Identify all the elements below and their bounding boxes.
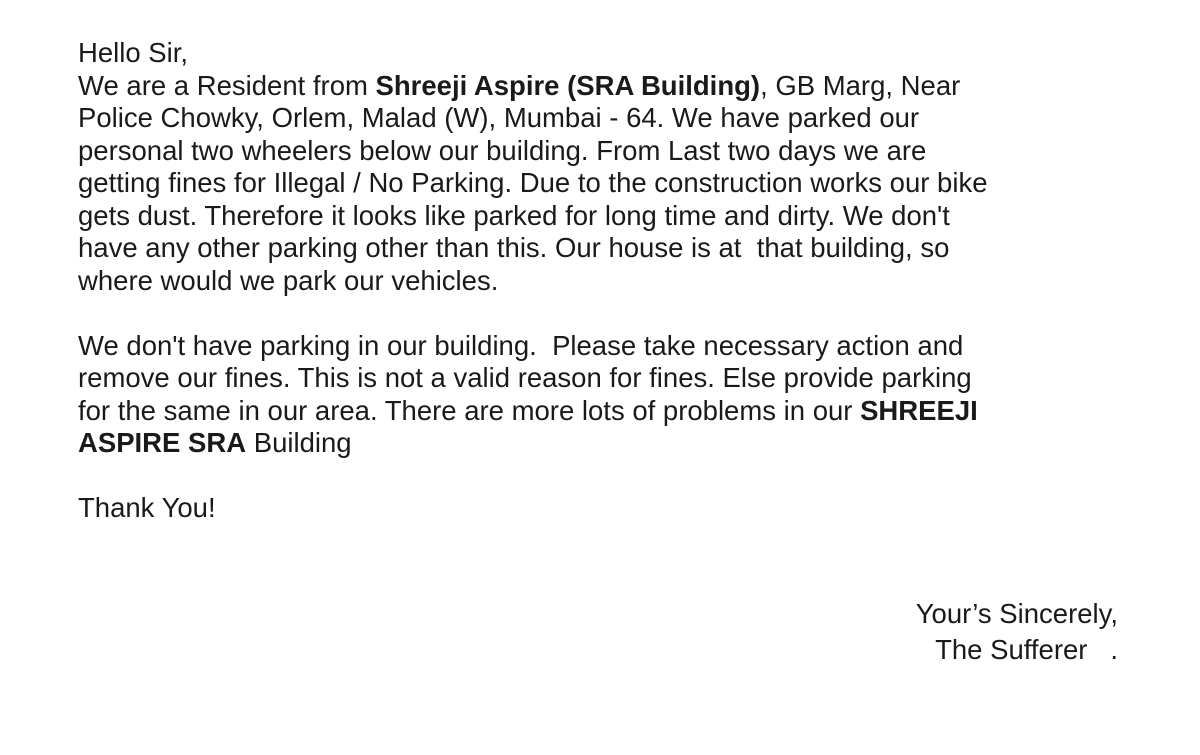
signature-name: The Sufferer . — [935, 634, 1118, 665]
para1-line-4: getting fines for Illegal / No Parking. Due to the construction works our bike — [78, 167, 988, 198]
para2-line-4-post: Building — [246, 427, 352, 458]
signature-sincerely: Your’s Sincerely, — [915, 598, 1118, 629]
closing-thanks: Thank You! — [78, 492, 216, 523]
para1-line-1-post: , GB Marg, Near — [760, 69, 961, 101]
para1-line-2: Police Chowky, Orlem, Malad (W), Mumbai - 64. We have parked our — [78, 102, 920, 133]
para1-line-7: where would we park our vehicles. — [78, 264, 499, 296]
para1-line-6: have any other parking other than this. Our house is at that building, so — [78, 232, 950, 263]
para2-line-1: We don't have parking in our building. Please take necessary action and — [78, 329, 964, 361]
salutation: Hello Sir, — [78, 37, 189, 68]
para2-line-2: remove our fines. This is not a valid reason for fines. Else provide parking — [78, 362, 972, 393]
para1-line-3: personal two wheelers below our building. From Last two days we are — [78, 134, 927, 166]
para1-line-5: gets dust. Therefore it looks like parked for long time and dirty. We don't — [78, 199, 950, 231]
paragraph-gap — [78, 460, 1138, 493]
letter-body — [78, 37, 1138, 525]
building-name-caps-2: ASPIRE SRA — [78, 427, 247, 458]
building-name-bold: Shreeji Aspire (SRA Building) — [375, 69, 761, 101]
signature-block — [916, 596, 1118, 668]
paragraph-gap — [78, 297, 1138, 330]
para1-line-1-pre: We are a Resident from — [78, 69, 376, 101]
para2-line-3 — [78, 395, 1138, 428]
para1-line-1 — [78, 70, 1138, 103]
para2-line-4 — [78, 427, 1138, 460]
para2-line-3-pre: for the same in our area. There are more lots of problems in our — [78, 394, 861, 426]
building-name-caps-1: SHREEJI — [860, 394, 978, 426]
